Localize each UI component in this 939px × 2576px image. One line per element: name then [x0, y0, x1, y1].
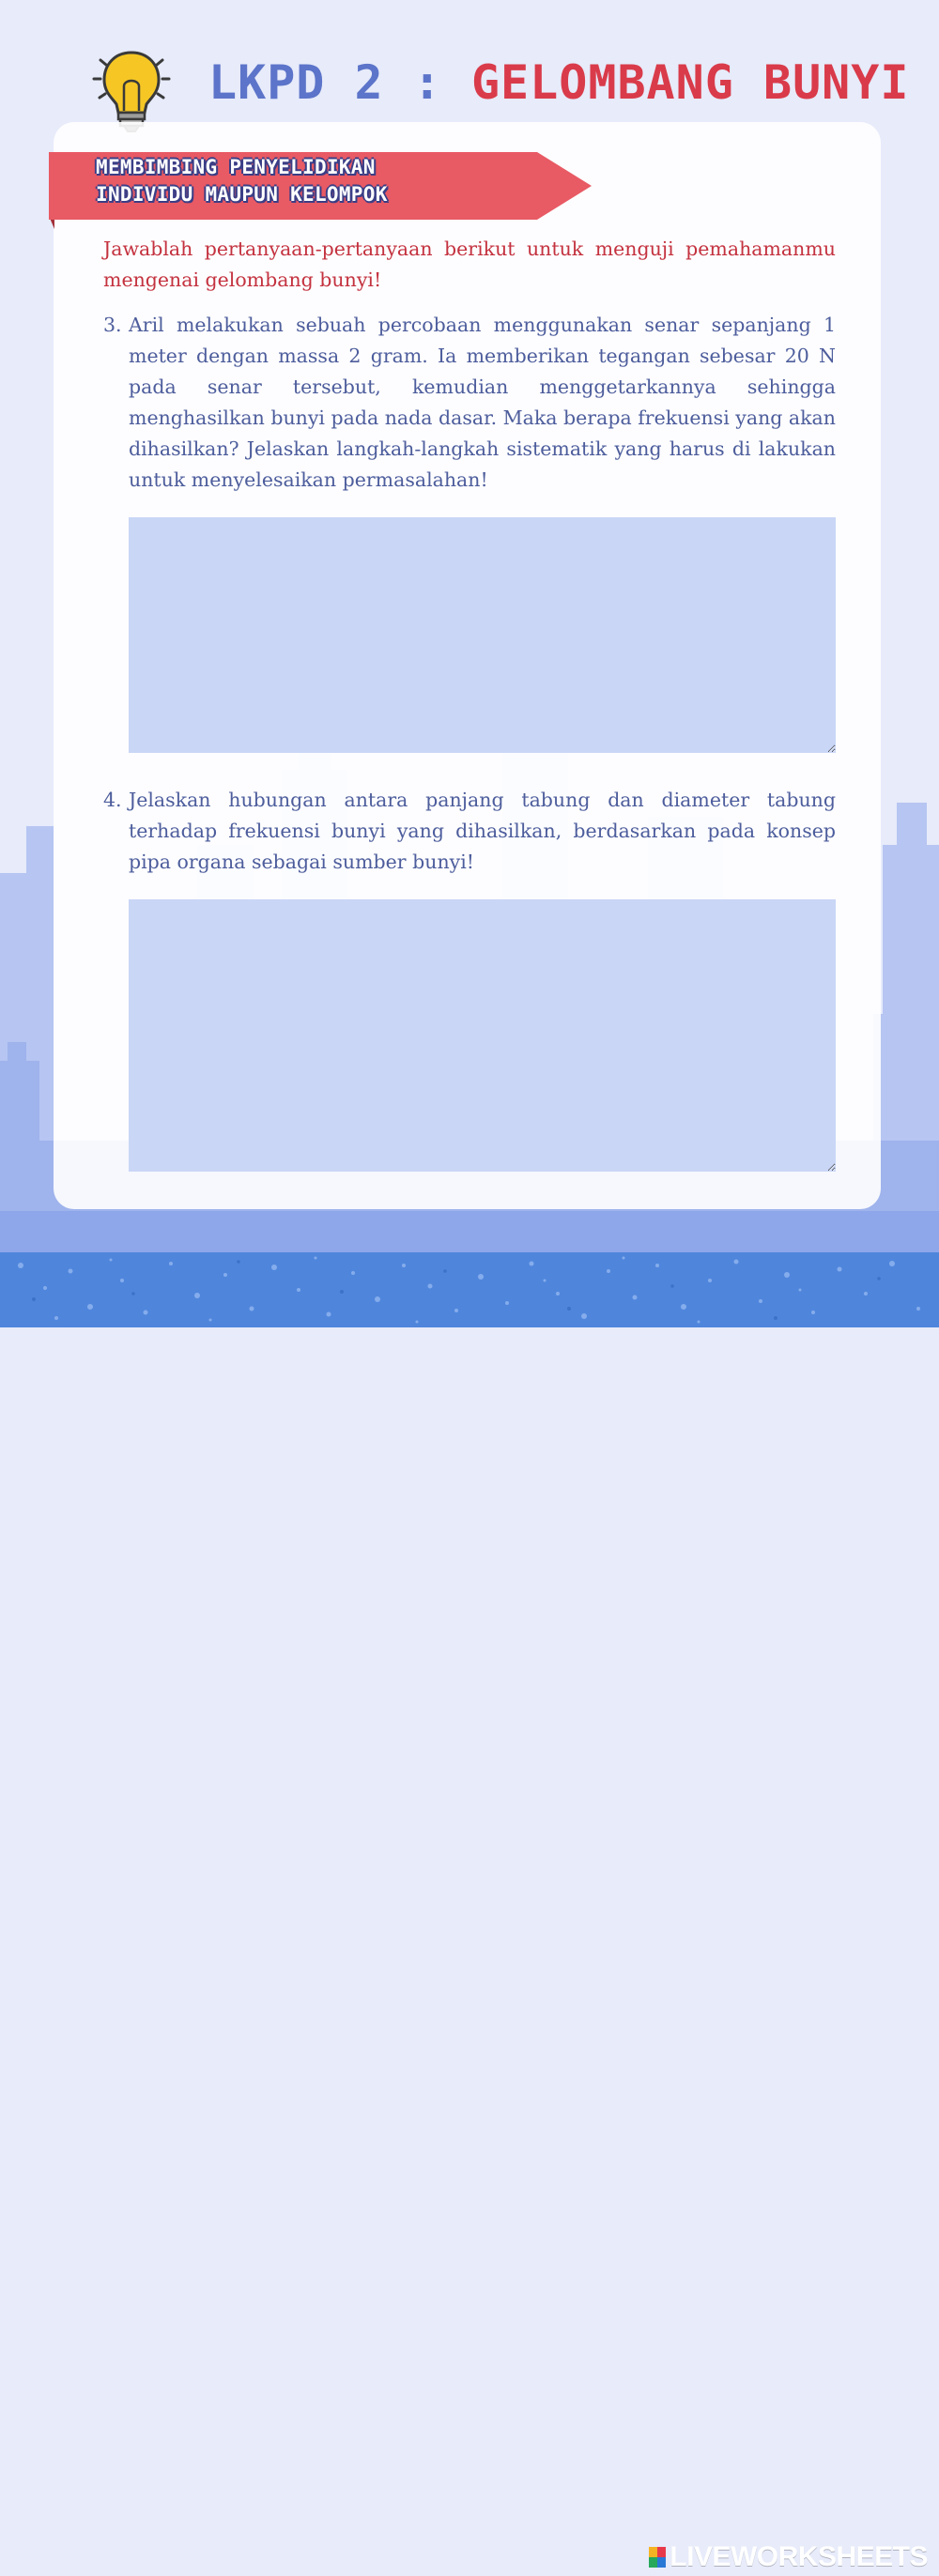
question-number: 3. — [103, 314, 122, 336]
question-text: Jelaskan hubungan antara panjang tabung dan diameter tabung terhadap frekuensi bunyi yang dihasilkan, berdasarkan pada konsep pipa organa sebagai sumber bunyi! — [129, 789, 836, 873]
question-text: Aril melakukan sebuah percobaan menggunakan senar sepanjang 1 meter dengan massa 2 gram. Ia memberikan tegangan sebesar 20 N pada senar tersebut, kemudian menggetarkannya sehingga menghasilkan bunyi pada nada dasar. Maka berapa frekuensi yang akan dihasilkan? Jelaskan langkah-langkah sistematik yang harus di lakukan untuk menyelesaikan permasalahan! — [129, 314, 836, 491]
answer-box-3[interactable] — [129, 517, 836, 753]
question-4 — [103, 785, 836, 878]
title-prefix: LKPD 2 : — [208, 55, 471, 110]
question-number: 4. — [103, 789, 122, 811]
title-main: GELOMBANG BUNYI — [470, 55, 910, 110]
section-heading-line1: MEMBIMBING PENYELIDIKAN — [96, 156, 376, 178]
footer-band — [0, 1252, 939, 2572]
section-heading — [96, 154, 509, 208]
liveworksheets-logo[interactable] — [649, 2538, 928, 2576]
logo-text: LIVEWORKSHEETS — [670, 2541, 928, 2572]
live-badge-icon — [649, 2547, 666, 2568]
answer-box-4[interactable] — [129, 899, 836, 1172]
speckle-pattern — [0, 1252, 939, 1327]
section-heading-line2: INDIVIDU MAUPUN KELOMPOK — [96, 183, 388, 206]
instruction-text: Jawablah pertanyaan-pertanyaan berikut untuk menguji pemahamanmu mengenai gelombang bunyi! — [103, 238, 836, 291]
page-title — [208, 54, 909, 111]
question-3 — [103, 310, 836, 496]
